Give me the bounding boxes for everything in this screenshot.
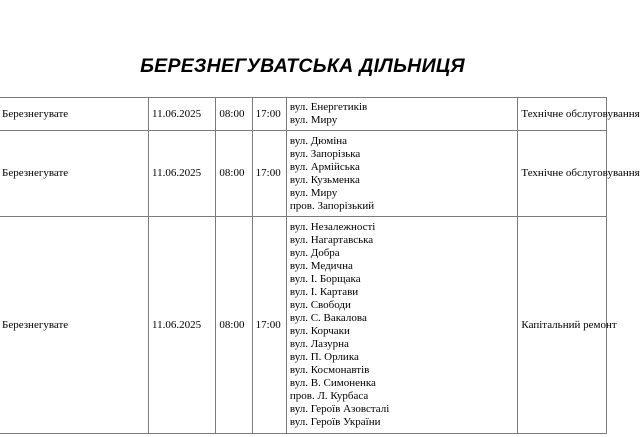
street-item: вул. Запорізька <box>289 147 361 160</box>
street-item: вул. В. Симоненка <box>289 377 376 389</box>
street-item: вул. С. Вакалова <box>289 312 367 324</box>
table-row <box>0 98 607 131</box>
street-item: вул. Добра <box>289 247 340 259</box>
settlement-cell: Березнегувате <box>0 98 148 131</box>
date-cell: 11.06.2025 <box>148 217 215 434</box>
time-from-cell: 08:00 <box>216 217 252 434</box>
street-item: вул. Лазурна <box>289 338 349 350</box>
street-item: вул. П. Орлика <box>289 351 359 363</box>
street-item: вул. Нагартавська <box>289 234 374 246</box>
street-item: вул. Кузьменка <box>289 173 360 186</box>
streets-cell <box>286 217 518 434</box>
time-to-cell: 17:00 <box>252 217 286 434</box>
street-item: пров. Л. Курбаса <box>289 390 369 402</box>
street-item: вул. Миру <box>289 186 338 199</box>
settlement-cell: Березнегувате <box>0 131 148 217</box>
page-title: БЕРЕЗНЕГУВАТСЬКА ДІЛЬНИЦЯ <box>140 55 465 77</box>
work-type-cell: Капітальний ремонт <box>518 217 607 434</box>
streets-cell <box>286 131 518 217</box>
time-from-cell: 08:00 <box>216 131 252 217</box>
streets-cell <box>286 98 518 131</box>
settlement-cell: Березнегувате <box>0 217 148 434</box>
time-to-cell: 17:00 <box>252 98 286 131</box>
outage-schedule-table <box>0 97 640 434</box>
street-item: вул. Миру <box>289 114 338 126</box>
street-item: вул. Медична <box>289 260 353 272</box>
street-item: вул. Космонавтів <box>289 364 370 376</box>
street-item: пров. Запорізький <box>289 199 375 212</box>
street-item: вул. Армійська <box>289 160 360 173</box>
street-item: вул. Незалежності <box>289 221 376 233</box>
work-type-cell: Технічне обслуговування <box>518 131 607 217</box>
street-item: вул. Дюміна <box>289 134 348 147</box>
work-type-cell: Технічне обслуговування <box>518 98 607 131</box>
table-row <box>0 217 607 434</box>
street-item: вул. Героїв Азовсталі <box>289 403 390 415</box>
time-to-cell: 17:00 <box>252 131 286 217</box>
date-cell: 11.06.2025 <box>148 131 215 217</box>
time-from-cell: 08:00 <box>216 98 252 131</box>
street-item: вул. Свободи <box>289 299 351 311</box>
street-item: вул. Героїв України <box>289 416 381 428</box>
street-item: вул. І. Картави <box>289 286 359 298</box>
street-item: вул. Енергетиків <box>289 101 368 113</box>
table-row <box>0 131 607 217</box>
street-item: вул. І. Борщака <box>289 273 361 285</box>
date-cell: 11.06.2025 <box>148 98 215 131</box>
street-item: вул. Корчаки <box>289 325 350 337</box>
